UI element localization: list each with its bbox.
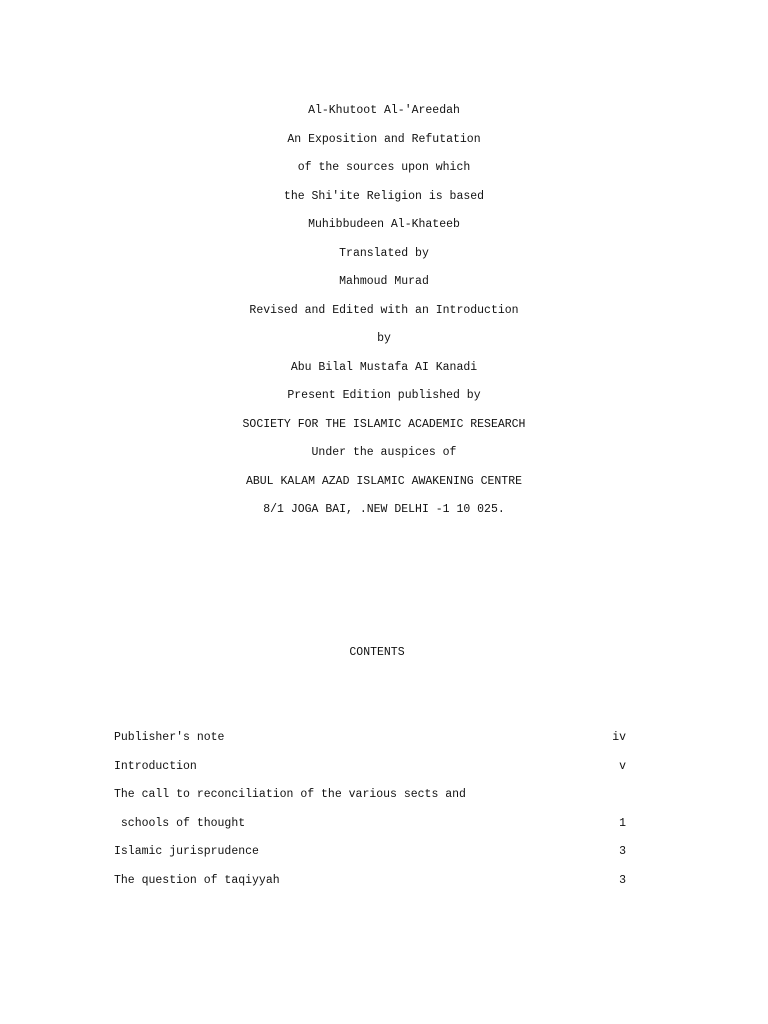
toc-entry-title: schools of thought (114, 816, 246, 830)
toc-entry-page: 3 (619, 845, 626, 858)
editor-name: Abu Bilal Mustafa AI Kanadi (290, 360, 478, 374)
book-subtitle-line-3: the Shi'ite Religion is based (283, 189, 485, 203)
book-title: Al-Khutoot Al-'Areedah (308, 104, 460, 117)
translated-by-label: Translated by (339, 246, 429, 260)
translator-name: Mahmoud Murad (339, 275, 429, 288)
publisher-address: 8/1 JOGA BAI, .NEW DELHI -1 10 025. (263, 503, 505, 516)
toc-entry-title: Introduction (114, 759, 197, 773)
toc-entry-page: 3 (619, 873, 626, 887)
toc-entry (114, 786, 626, 815)
book-subtitle-line-1: An Exposition and Refutation (287, 132, 481, 146)
toc-entry-title: The call to reconciliation of the various sects and (114, 788, 466, 801)
toc-entry (114, 843, 626, 872)
toc-entry (114, 815, 626, 844)
edition-published-label: Present Edition published by (287, 389, 481, 402)
title-page-block (0, 102, 768, 530)
toc-entry-page: v (619, 759, 626, 773)
toc-entry-title: The question of taqiyyah (114, 873, 280, 887)
toc-entry (114, 758, 626, 787)
auspices-label: Under the auspices of (311, 446, 457, 459)
toc-entry (114, 872, 626, 901)
by-label: by (377, 332, 391, 345)
book-subtitle-line-2: of the sources upon which (297, 161, 471, 174)
toc-entry-page: 1 (619, 816, 626, 830)
author-name: Muhibbudeen Al-Khateeb (308, 218, 460, 231)
toc-entry (114, 729, 626, 758)
toc-entry-title: Publisher's note (114, 731, 225, 744)
toc-entry-page: iv (612, 731, 626, 744)
revised-edited-label: Revised and Edited with an Introduction (249, 303, 519, 317)
contents-heading: CONTENTS (349, 646, 405, 659)
publisher-name: SOCIETY FOR THE ISLAMIC ACADEMIC RESEARCH (242, 417, 526, 431)
table-of-contents (114, 729, 626, 900)
centre-name: ABUL KALAM AZAD ISLAMIC AWAKENING CENTRE (245, 474, 523, 488)
toc-entry-title: Islamic jurisprudence (114, 845, 259, 858)
